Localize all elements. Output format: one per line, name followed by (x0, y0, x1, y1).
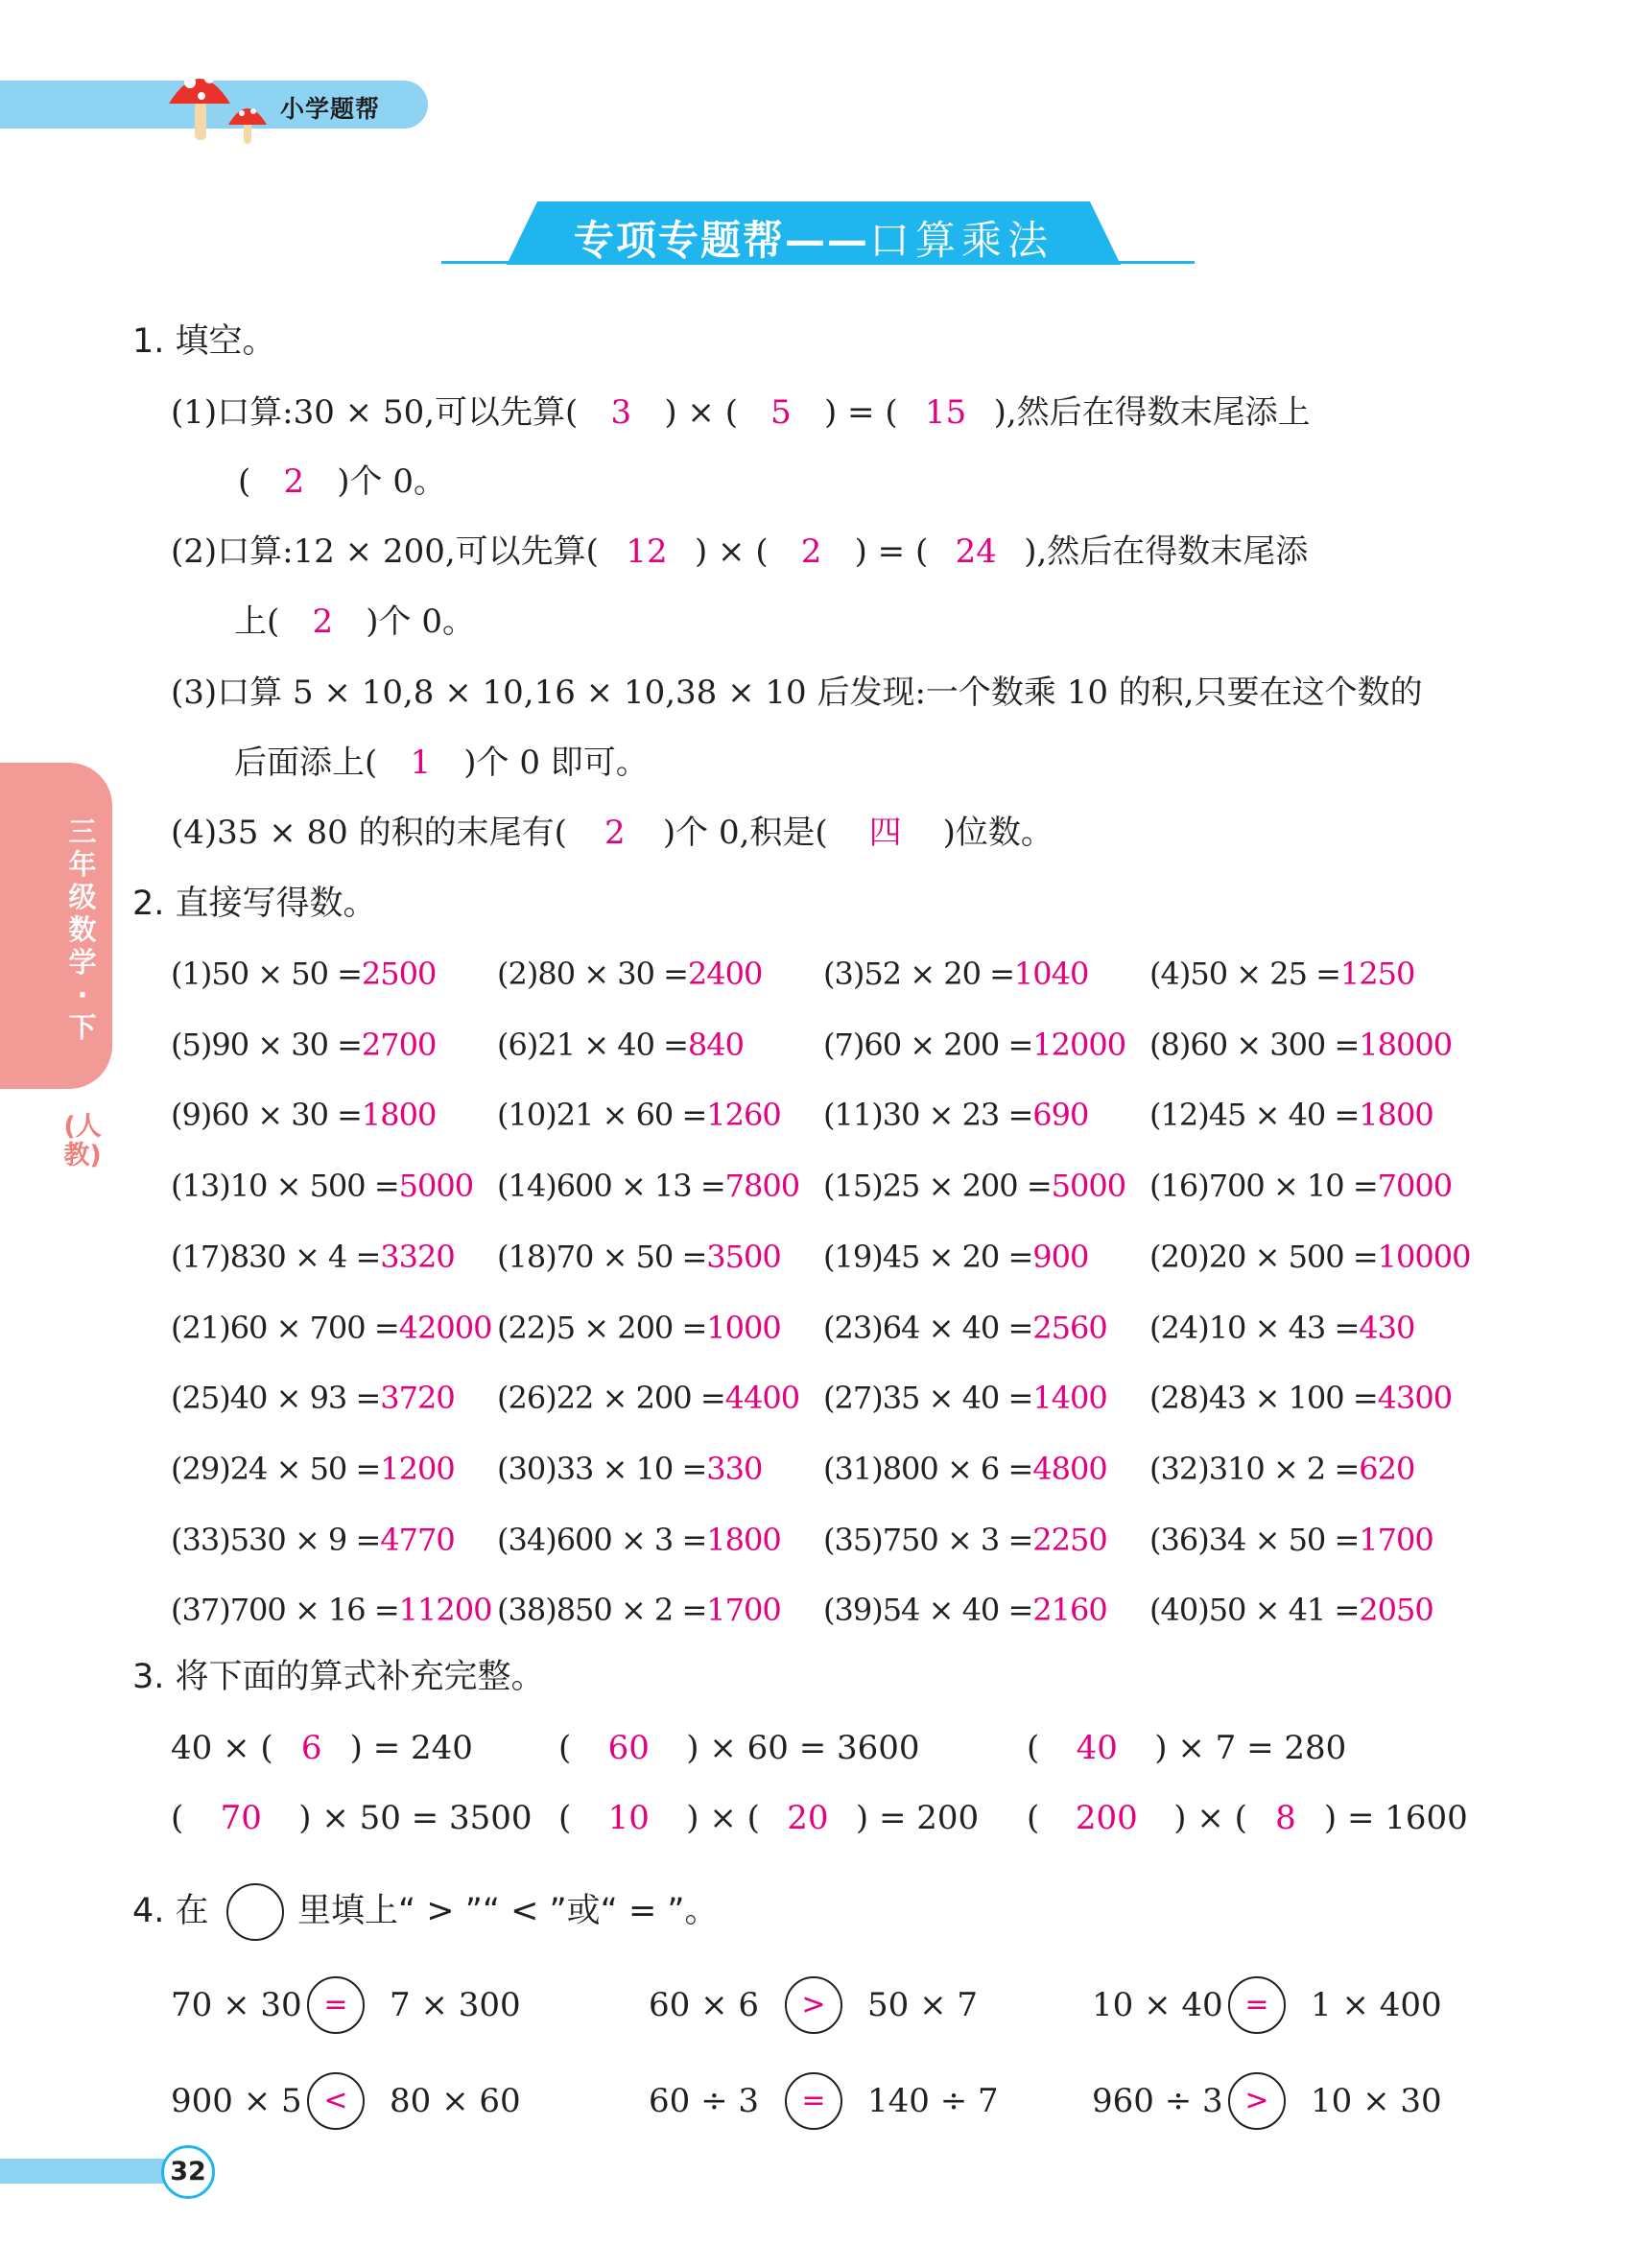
text: (1)口算:30 × 50,可以先算( (171, 393, 579, 432)
q1-heading: 1. 填空。 (132, 322, 276, 361)
compare-right: 50 × 7 (867, 1986, 978, 2024)
calc-answer: 900 (1032, 1238, 1089, 1275)
calc-item (1149, 1309, 1414, 1347)
text: ) = ( (854, 532, 929, 571)
calc-answer: 12000 (1032, 1026, 1126, 1063)
answer-blank: 1 (410, 744, 432, 782)
calc-answer: 5000 (398, 1168, 474, 1205)
calc-answer: 690 (1032, 1097, 1089, 1134)
calc-item (1149, 1450, 1414, 1488)
calc-answer: 1000 (706, 1309, 781, 1346)
text: ( (171, 1799, 184, 1837)
calc-expression: (14)600 × 13 = (497, 1168, 725, 1205)
calc-answer: 620 (1359, 1450, 1415, 1487)
calc-answer: 2500 (361, 956, 437, 992)
compare-right: 7 × 300 (390, 1986, 521, 2024)
calc-answer: 1800 (1359, 1097, 1433, 1134)
calc-expression: (39)54 × 40 = (823, 1592, 1033, 1629)
q3-item (171, 1729, 473, 1767)
calc-item (823, 1096, 1088, 1134)
q1-p2-line1 (171, 532, 1308, 571)
calc-item (1149, 1521, 1433, 1559)
text: ) = ( (823, 393, 898, 432)
text: 后面添上( (234, 744, 378, 782)
calc-expression: (38)850 × 2 = (497, 1592, 707, 1629)
text: )个 0,积是( (662, 814, 828, 852)
calc-item (1149, 1026, 1452, 1064)
text: (2)口算:12 × 200,可以先算( (171, 532, 599, 571)
calc-answer: 7800 (724, 1168, 800, 1205)
compare-left: 60 ÷ 3 (649, 2082, 759, 2120)
q1-p1-line2 (238, 462, 446, 501)
calc-expression: (12)45 × 40 = (1149, 1097, 1360, 1134)
calc-answer: 5000 (1051, 1168, 1126, 1205)
mushroom-icon (161, 54, 276, 150)
calc-item (171, 1309, 491, 1347)
answer-blank: 20 (787, 1799, 829, 1837)
answer-blank: 12 (626, 532, 668, 571)
compare-left: 960 ÷ 3 (1092, 2082, 1223, 2120)
calc-expression: (3)52 × 20 = (823, 956, 1014, 992)
calc-expression: (31)800 × 6 = (823, 1450, 1033, 1487)
calc-item (171, 1450, 455, 1488)
text: ( (238, 462, 251, 501)
title-sub: 口算乘法 (869, 217, 1054, 264)
calc-item (497, 1167, 799, 1205)
answer-blank: 5 (770, 393, 792, 432)
answer-blank: 24 (955, 532, 997, 571)
calc-expression: (34)600 × 3 = (497, 1521, 707, 1558)
calc-expression: (36)34 × 50 = (1149, 1521, 1360, 1558)
answer-blank: 10 (607, 1799, 650, 1837)
compare-right: 80 × 60 (390, 2082, 521, 2120)
side-tab-edition: (人教) (63, 1112, 102, 1170)
q3-item (1027, 1729, 1346, 1767)
text: (4)35 × 80 的积的末尾有( (171, 814, 567, 852)
calc-expression: (6)21 × 40 = (497, 1026, 688, 1063)
answer-blank: 15 (924, 393, 967, 432)
calc-item (1149, 1238, 1470, 1276)
q4-heading-pre: 4. 在 (132, 1892, 209, 1930)
calc-item (823, 1591, 1107, 1629)
calc-item (497, 1309, 781, 1347)
calc-item (171, 1096, 436, 1134)
text: )位数。 (942, 814, 1054, 852)
q3-item (558, 1729, 920, 1767)
calc-answer: 42000 (398, 1309, 492, 1346)
calc-expression: (9)60 × 30 = (171, 1097, 362, 1134)
q3-item (171, 1799, 533, 1837)
calc-expression: (24)10 × 43 = (1149, 1309, 1360, 1346)
calc-expression: (22)5 × 200 = (497, 1309, 707, 1346)
text: 40 × ( (171, 1729, 273, 1767)
calc-item (823, 1167, 1125, 1205)
calc-item (823, 1379, 1107, 1417)
calc-expression: (18)70 × 50 = (497, 1238, 707, 1275)
calc-item (171, 1167, 473, 1205)
calc-expression: (32)310 × 2 = (1149, 1450, 1360, 1487)
calc-answer: 1800 (706, 1521, 781, 1558)
answer-blank: 40 (1076, 1729, 1118, 1767)
q1-p4 (171, 814, 1054, 852)
calc-answer: 10000 (1377, 1238, 1471, 1275)
calc-expression: (2)80 × 30 = (497, 956, 688, 992)
compare-symbol: = (1228, 1976, 1286, 2034)
answer-blank: 四 (868, 814, 902, 852)
calc-answer: 1250 (1339, 956, 1415, 992)
compare-symbol: > (1228, 2072, 1286, 2130)
q3-heading: 3. 将下面的算式补充完整。 (132, 1658, 545, 1696)
text: ( (1027, 1729, 1040, 1767)
text: ) × ( (686, 1799, 760, 1837)
page-number: 32 (161, 2145, 215, 2199)
text: ) × ( (1173, 1799, 1247, 1837)
calc-answer: 7000 (1377, 1168, 1453, 1205)
calc-answer: 430 (1359, 1309, 1415, 1346)
calc-answer: 4800 (1032, 1450, 1107, 1487)
footer-bar (0, 2159, 173, 2184)
text: ),然后在得数末尾添上 (993, 393, 1311, 432)
calc-item (823, 955, 1088, 993)
compare-left: 900 × 5 (171, 2082, 302, 2120)
q1-p1-line1 (171, 393, 1311, 432)
q1-p3-line1: (3)口算 5 × 10,8 × 10,16 × 10,38 × 10 后发现:一个数乘 10 的积,只要在这个数的 (171, 673, 1423, 712)
compare-symbol: > (785, 1976, 842, 2034)
calc-item (497, 1379, 799, 1417)
brand-label: 小学题帮 (280, 95, 381, 123)
calc-item (171, 1379, 455, 1417)
text: ) × ( (694, 532, 769, 571)
compare-right: 140 ÷ 7 (867, 2082, 999, 2120)
calc-answer: 2560 (1032, 1309, 1107, 1346)
answer-blank: 3 (610, 393, 632, 432)
calc-answer: 2400 (687, 956, 763, 992)
calc-answer: 1700 (706, 1592, 781, 1629)
answer-blank: 2 (604, 814, 626, 852)
side-tab-label: 三年级数学·下 (68, 815, 97, 1044)
answer-blank: 60 (607, 1729, 650, 1767)
calc-expression: (30)33 × 10 = (497, 1450, 707, 1487)
compare-right: 1 × 400 (1311, 1986, 1442, 2024)
calc-expression: (23)64 × 40 = (823, 1309, 1033, 1346)
calc-expression: (16)700 × 10 = (1149, 1168, 1378, 1205)
text: ) = 240 (349, 1729, 473, 1767)
calc-expression: (15)25 × 200 = (823, 1168, 1052, 1205)
calc-item (1149, 1591, 1433, 1629)
calc-item (1149, 1167, 1452, 1205)
calc-item (823, 1450, 1107, 1488)
calc-expression: (1)50 × 50 = (171, 956, 362, 992)
calc-answer: 18000 (1359, 1026, 1453, 1063)
text: ) × ( (664, 393, 738, 432)
calc-expression: (13)10 × 500 = (171, 1168, 399, 1205)
text: )个 0。 (337, 462, 446, 501)
calc-expression: (17)830 × 4 = (171, 1238, 381, 1275)
answer-blank: 200 (1075, 1799, 1138, 1837)
answer-blank: 2 (312, 602, 334, 641)
calc-item (171, 1521, 455, 1559)
calc-answer: 3320 (380, 1238, 455, 1275)
calc-expression: (28)43 × 100 = (1149, 1380, 1378, 1417)
calc-item (497, 1026, 744, 1064)
calc-answer: 4770 (380, 1521, 455, 1558)
text: ) × 7 = 280 (1154, 1729, 1347, 1767)
calc-answer: 3500 (706, 1238, 781, 1275)
text: ( (558, 1799, 572, 1837)
calc-expression: (8)60 × 300 = (1149, 1026, 1360, 1063)
calc-expression: (4)50 × 25 = (1149, 956, 1340, 992)
calc-expression: (40)50 × 41 = (1149, 1592, 1360, 1629)
calc-item (171, 1238, 455, 1276)
answer-blank: 70 (220, 1799, 262, 1837)
compare-left: 10 × 40 (1092, 1986, 1223, 2024)
q4-heading-post: 里填上“ > ”“ < ”或“ = ”。 (297, 1892, 719, 1930)
answer-blank: 2 (800, 532, 822, 571)
calc-item (823, 1026, 1125, 1064)
q2-heading: 2. 直接写得数。 (132, 885, 377, 923)
calc-item (171, 1026, 436, 1064)
calc-answer: 1040 (1013, 956, 1089, 992)
calc-expression: (33)530 × 9 = (171, 1521, 381, 1558)
answer-blank: 8 (1275, 1799, 1296, 1837)
calc-answer: 2160 (1032, 1592, 1107, 1629)
calc-expression: (5)90 × 30 = (171, 1026, 362, 1063)
calc-item (497, 1450, 762, 1488)
calc-expression: (10)21 × 60 = (497, 1097, 707, 1134)
text: ( (558, 1729, 572, 1767)
calc-expression: (19)45 × 20 = (823, 1238, 1033, 1275)
blank-circle-icon (226, 1883, 284, 1941)
calc-item (823, 1521, 1107, 1559)
calc-item (171, 955, 436, 993)
calc-answer: 1400 (1032, 1380, 1107, 1417)
calc-expression: (20)20 × 500 = (1149, 1238, 1378, 1275)
q3-item (558, 1799, 979, 1837)
q1-p3-line2 (234, 744, 649, 782)
calc-answer: 4400 (724, 1380, 800, 1417)
calc-answer: 1260 (706, 1097, 781, 1134)
calc-item (171, 1591, 491, 1629)
calc-answer: 1200 (380, 1450, 455, 1487)
text: ) × 60 = 3600 (686, 1729, 920, 1767)
calc-item (497, 1096, 781, 1134)
page-title (507, 209, 1121, 267)
compare-symbol: < (307, 2072, 365, 2130)
calc-answer: 3720 (380, 1380, 455, 1417)
text: ) × 50 = 3500 (298, 1799, 533, 1837)
calc-expression: (7)60 × 200 = (823, 1026, 1033, 1063)
compare-left: 70 × 30 (171, 1986, 302, 2024)
calc-answer: 2250 (1032, 1521, 1107, 1558)
calc-expression: (37)700 × 16 = (171, 1592, 399, 1629)
text: ( (1027, 1799, 1040, 1837)
calc-expression: (25)40 × 93 = (171, 1380, 381, 1417)
q3-item (1027, 1799, 1468, 1837)
calc-item (823, 1238, 1088, 1276)
calc-item (1149, 955, 1414, 993)
title-main: 专项专题帮—— (573, 217, 869, 264)
calc-answer: 840 (687, 1026, 744, 1063)
calc-expression: (27)35 × 40 = (823, 1380, 1033, 1417)
calc-item (1149, 1096, 1433, 1134)
text: )个 0。 (366, 602, 475, 641)
calc-item (497, 1521, 781, 1559)
text: ) = 1600 (1323, 1799, 1468, 1837)
answer-blank: 2 (283, 462, 305, 501)
calc-item (497, 955, 762, 993)
calc-answer: 11200 (398, 1592, 492, 1629)
calc-item (1149, 1379, 1452, 1417)
calc-answer: 2050 (1359, 1592, 1433, 1629)
answer-blank: 6 (300, 1729, 322, 1767)
calc-expression: (29)24 × 50 = (171, 1450, 381, 1487)
calc-item (823, 1309, 1107, 1347)
calc-expression: (26)22 × 200 = (497, 1380, 725, 1417)
compare-left: 60 × 6 (649, 1986, 759, 2024)
calc-answer: 1800 (361, 1097, 437, 1134)
calc-answer: 330 (706, 1450, 763, 1487)
compare-right: 10 × 30 (1311, 2082, 1442, 2120)
calc-item (497, 1591, 781, 1629)
text: ) = 200 (855, 1799, 980, 1837)
calc-item (497, 1238, 781, 1276)
text: 上( (234, 602, 280, 641)
calc-expression: (21)60 × 700 = (171, 1309, 399, 1346)
compare-symbol: = (307, 1976, 365, 2034)
text: )个 0 即可。 (463, 744, 649, 782)
compare-symbol: = (785, 2072, 842, 2130)
calc-answer: 4300 (1377, 1380, 1453, 1417)
q1-p2-line2 (234, 602, 475, 641)
calc-expression: (35)750 × 3 = (823, 1521, 1033, 1558)
calc-expression: (11)30 × 23 = (823, 1097, 1033, 1134)
calc-answer: 1700 (1359, 1521, 1433, 1558)
calc-answer: 2700 (361, 1026, 437, 1063)
text: ),然后在得数末尾添 (1024, 532, 1309, 571)
